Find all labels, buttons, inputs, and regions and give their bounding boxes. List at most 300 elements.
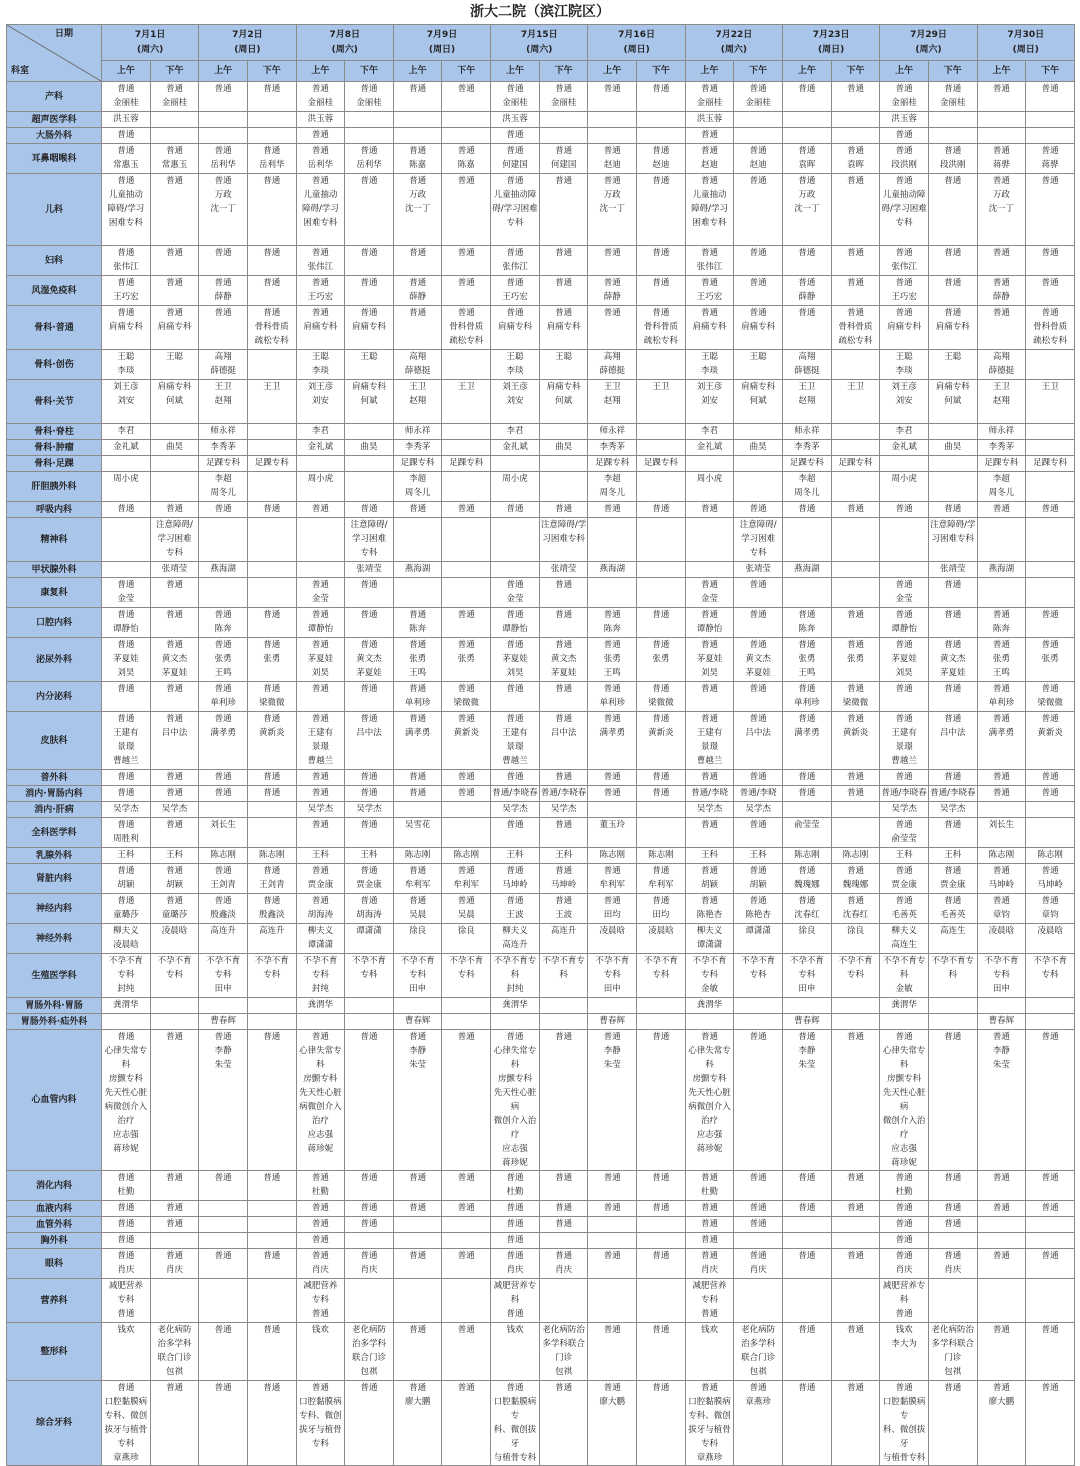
schedule-cell: 王卫 赵翔	[977, 380, 1026, 424]
schedule-cell: 普通 满孝勇	[783, 712, 832, 770]
schedule-cell: 普通 心律失常专科 房颤专科 先天性心脏病 微创介入治疗 应志强 蒋珍妮	[880, 1030, 929, 1171]
schedule-cell: 曲昊	[539, 440, 588, 456]
schedule-cell: 柳夫义 谭潇潇	[296, 924, 345, 954]
schedule-cell: 普通 胡颖	[734, 864, 783, 894]
schedule-cell: 普通	[199, 786, 248, 802]
schedule-cell	[1026, 128, 1075, 144]
slot-header-pm: 下午	[637, 61, 686, 82]
schedule-cell: 普通	[588, 82, 637, 112]
schedule-cell: 张靖莹	[734, 562, 783, 578]
date-header	[685, 25, 782, 61]
schedule-cell: 普通 肖庆	[150, 1249, 199, 1279]
schedule-cell: 普通 茅夏娃 刘昊	[102, 638, 151, 682]
schedule-cell: 高翔 薛德挺	[783, 350, 832, 380]
schedule-cell: 普通 蒋骅	[977, 144, 1026, 174]
schedule-cell: 普通	[685, 1201, 734, 1217]
schedule-cell: 普通 廖大鹏	[588, 1381, 637, 1466]
schedule-cell: 普通	[588, 246, 637, 276]
schedule-cell: 王科	[102, 848, 151, 864]
schedule-cell	[393, 802, 442, 818]
schedule-cell: 周小虎	[102, 472, 151, 502]
schedule-cell: 普通	[783, 246, 832, 276]
schedule-cell: 普通	[1026, 1249, 1075, 1279]
schedule-cell	[296, 518, 345, 562]
schedule-cell	[588, 1279, 637, 1323]
schedule-cell: 王科	[296, 848, 345, 864]
schedule-cell: 普通	[345, 1030, 394, 1171]
schedule-cell	[345, 998, 394, 1014]
schedule-cell: 普通	[150, 276, 199, 306]
schedule-cell: 洪玉蓉	[685, 112, 734, 128]
schedule-cell	[831, 1217, 880, 1233]
schedule-cell	[491, 562, 540, 578]
schedule-cell: 普通	[588, 1201, 637, 1217]
schedule-cell: 普通	[1026, 82, 1075, 112]
schedule-cell: 普通	[734, 608, 783, 638]
table-row	[7, 1014, 1075, 1030]
schedule-cell: 普通 张勇	[831, 638, 880, 682]
schedule-cell: 普通 王建有 景璟 曹越兰	[102, 712, 151, 770]
schedule-cell	[734, 1014, 783, 1030]
schedule-cell: 王科	[539, 848, 588, 864]
table-row	[7, 128, 1075, 144]
schedule-cell	[783, 518, 832, 562]
schedule-cell: 吴雪花	[393, 818, 442, 848]
schedule-cell: 普通 金丽桂	[880, 82, 929, 112]
schedule-cell: 普通	[1026, 1201, 1075, 1217]
schedule-cell: 普通	[831, 770, 880, 786]
schedule-cell: 普通	[637, 608, 686, 638]
schedule-cell	[637, 1014, 686, 1030]
slot-header-pm: 下午	[150, 61, 199, 82]
department-name: 儿科	[7, 174, 102, 246]
schedule-cell: 普通 金莹	[102, 578, 151, 608]
department-name: 胃肠外科·胃肠	[7, 998, 102, 1014]
schedule-cell	[831, 802, 880, 818]
schedule-cell: 普通	[345, 502, 394, 518]
schedule-cell: 燕海湖	[393, 562, 442, 578]
schedule-cell: 普通 肖庆	[102, 1249, 151, 1279]
schedule-cell: 燕海湖	[977, 562, 1026, 578]
schedule-cell	[442, 1217, 491, 1233]
schedule-cell: 普通	[637, 82, 686, 112]
schedule-cell: 普通	[199, 306, 248, 350]
schedule-cell: 普通 金丽桂	[734, 82, 783, 112]
schedule-cell	[247, 128, 296, 144]
schedule-cell: 普通 梁微微	[831, 682, 880, 712]
schedule-cell: 普通	[977, 1201, 1026, 1217]
table-row	[7, 864, 1075, 894]
department-name: 胸外科	[7, 1233, 102, 1249]
schedule-cell	[345, 456, 394, 472]
date-label: 7月8日	[329, 29, 360, 40]
schedule-cell: 不孕不育专 科 金敏	[880, 954, 929, 998]
schedule-cell: 普通 杜勤	[102, 1171, 151, 1201]
schedule-cell: 普通	[734, 578, 783, 608]
table-row	[7, 894, 1075, 924]
schedule-cell: 李超 周冬儿	[199, 472, 248, 502]
schedule-cell: 普通 杜勤	[296, 1171, 345, 1201]
schedule-cell: 燕海湖	[199, 562, 248, 578]
department-name: 血液内科	[7, 1201, 102, 1217]
schedule-cell: 王卫	[1026, 380, 1075, 424]
schedule-cell	[247, 1279, 296, 1323]
department-name: 消内·肝病	[7, 802, 102, 818]
schedule-cell: 王聪	[539, 350, 588, 380]
weekday-label: (周六)	[331, 44, 358, 55]
schedule-cell: 不孕不育 专科 田申	[977, 954, 1026, 998]
schedule-cell: 普通 肖庆	[734, 1249, 783, 1279]
schedule-cell: 普通	[247, 608, 296, 638]
schedule-cell	[831, 578, 880, 608]
schedule-cell: 普通 谭静怡	[880, 608, 929, 638]
schedule-cell: 刘王彦 刘安	[491, 380, 540, 424]
department-name: 骨科·脊柱	[7, 424, 102, 440]
schedule-cell	[588, 1233, 637, 1249]
schedule-cell: 普通 俞莹莹	[880, 818, 929, 848]
schedule-cell: 普通 毛善英	[880, 894, 929, 924]
schedule-cell: 普通	[345, 578, 394, 608]
schedule-cell	[345, 128, 394, 144]
schedule-cell: 普通 吕中法	[734, 712, 783, 770]
schedule-cell: 普通 肖庆	[928, 1249, 977, 1279]
corner-date-label: 日期	[54, 29, 73, 39]
table-row	[7, 924, 1075, 954]
schedule-cell: 普通 牟利军	[637, 864, 686, 894]
schedule-cell: 金礼斌	[296, 440, 345, 456]
schedule-cell	[150, 998, 199, 1014]
date-header	[977, 25, 1074, 61]
schedule-cell: 普通 肩痛专科	[928, 306, 977, 350]
schedule-cell	[1026, 1217, 1075, 1233]
schedule-cell: 普通 廖大鹏	[393, 1381, 442, 1466]
schedule-cell: 龚渭华	[102, 998, 151, 1014]
schedule-cell: 普通 黄新炎	[442, 712, 491, 770]
schedule-cell: 王科	[685, 848, 734, 864]
schedule-cell	[102, 456, 151, 472]
schedule-cell: 普通 谭静怡	[296, 608, 345, 638]
schedule-cell: 凌晨晗	[588, 924, 637, 954]
schedule-cell: 普通 万政 沈一丁	[977, 174, 1026, 246]
schedule-cell: 柳夫义 高连生	[880, 924, 929, 954]
schedule-cell: 普通	[345, 1381, 394, 1466]
schedule-cell: 普通	[685, 682, 734, 712]
schedule-cell	[442, 440, 491, 456]
schedule-cell: 普通	[880, 770, 929, 786]
schedule-cell: 普通 蒋骅	[1026, 144, 1075, 174]
schedule-cell: 李超 周冬儿	[977, 472, 1026, 502]
schedule-cell	[345, 1014, 394, 1030]
schedule-cell: 普通 单利珍	[199, 682, 248, 712]
schedule-cell: 普通	[296, 1233, 345, 1249]
schedule-cell: 不孕不育 专科	[831, 954, 880, 998]
schedule-cell	[539, 112, 588, 128]
schedule-cell: 李君	[296, 424, 345, 440]
table-row	[7, 306, 1075, 350]
schedule-cell: 普通 张勇	[1026, 638, 1075, 682]
schedule-cell: 普通 梁微微	[1026, 682, 1075, 712]
schedule-cell: 普通 儿童抽动障 碍/学习困难 专科	[491, 174, 540, 246]
schedule-cell	[247, 578, 296, 608]
schedule-cell: 普通 心律失常专科 房颤专科 先天性心脏病 微创介入治疗 应志强 蒋珍妮	[491, 1030, 540, 1171]
schedule-cell: 不孕不育专 科	[928, 954, 977, 998]
schedule-cell: 普通	[150, 578, 199, 608]
schedule-cell: 普通	[928, 246, 977, 276]
schedule-cell: 普通 陈艳杏	[734, 894, 783, 924]
schedule-cell: 普通	[102, 128, 151, 144]
schedule-cell	[977, 802, 1026, 818]
schedule-cell	[928, 1279, 977, 1323]
schedule-cell: 普通 岳利华	[345, 144, 394, 174]
schedule-cell: 普通/李晓春	[928, 786, 977, 802]
schedule-cell: 普通	[102, 502, 151, 518]
schedule-cell	[442, 472, 491, 502]
schedule-cell: 普通	[637, 174, 686, 246]
schedule-cell: 足踝专科	[247, 456, 296, 472]
schedule-cell	[442, 1014, 491, 1030]
schedule-cell: 不孕不育 专科	[150, 954, 199, 998]
schedule-cell	[783, 1279, 832, 1323]
schedule-cell: 普通	[247, 82, 296, 112]
schedule-cell: 普通	[539, 770, 588, 786]
schedule-cell	[637, 112, 686, 128]
slot-header-pm: 下午	[247, 61, 296, 82]
schedule-cell: 洪玉蓉	[102, 112, 151, 128]
schedule-cell: 普通	[734, 1217, 783, 1233]
schedule-cell: 王科	[880, 848, 929, 864]
schedule-cell	[831, 1014, 880, 1030]
schedule-cell	[296, 456, 345, 472]
schedule-cell	[588, 578, 637, 608]
schedule-cell: 李君	[102, 424, 151, 440]
schedule-cell: 不孕不育 专科 田申	[783, 954, 832, 998]
schedule-cell: 普通	[150, 1030, 199, 1171]
schedule-cell: 普通 王波	[539, 894, 588, 924]
schedule-cell: 普通 金丽桂	[345, 82, 394, 112]
schedule-cell	[199, 1233, 248, 1249]
schedule-cell: 足踝专科	[393, 456, 442, 472]
schedule-cell: 普通	[783, 1381, 832, 1466]
schedule-cell: 普通	[977, 770, 1026, 786]
schedule-cell	[1026, 424, 1075, 440]
schedule-cell: 普通 儿童抽动 障碍/学习 困难专科	[102, 174, 151, 246]
table-row	[7, 1171, 1075, 1201]
schedule-cell: 肩痛专科 何斌	[539, 380, 588, 424]
schedule-cell: 普通	[442, 246, 491, 276]
table-row	[7, 112, 1075, 128]
schedule-cell: 普通/李晓	[685, 786, 734, 802]
schedule-cell: 普通	[393, 306, 442, 350]
schedule-cell: 普通	[783, 1171, 832, 1201]
schedule-cell: 燕海湖	[588, 562, 637, 578]
schedule-cell: 钱欢	[685, 1323, 734, 1381]
department-name: 消化内科	[7, 1171, 102, 1201]
schedule-cell	[247, 562, 296, 578]
date-label: 7月1日	[134, 29, 166, 40]
schedule-cell: 普通	[102, 786, 151, 802]
schedule-cell: 普通	[199, 1381, 248, 1466]
schedule-cell	[247, 440, 296, 456]
schedule-cell	[247, 424, 296, 440]
schedule-cell: 钱欢 李大为	[880, 1323, 929, 1381]
schedule-cell	[247, 998, 296, 1014]
table-row	[7, 608, 1075, 638]
schedule-cell	[783, 998, 832, 1014]
schedule-cell: 普通	[1026, 770, 1075, 786]
weekday-label: (周日)	[234, 44, 261, 55]
schedule-cell: 普通	[491, 682, 540, 712]
schedule-cell: 普通	[588, 786, 637, 802]
schedule-cell	[199, 578, 248, 608]
schedule-cell: 普通 金丽桂	[150, 82, 199, 112]
schedule-cell: 普通 赵迪	[637, 144, 686, 174]
schedule-cell: 普通 张勇	[637, 638, 686, 682]
schedule-cell: 师永祥	[588, 424, 637, 440]
schedule-cell	[150, 1014, 199, 1030]
weekday-label: (周六)	[526, 44, 553, 55]
schedule-cell: 普通	[102, 682, 151, 712]
schedule-cell: 普通 贾金康	[880, 864, 929, 894]
schedule-cell: 普通	[831, 608, 880, 638]
schedule-cell: 注意障碍/ 学习困难 专科	[734, 518, 783, 562]
schedule-cell	[783, 1233, 832, 1249]
schedule-cell: 普通 胡颖	[102, 864, 151, 894]
schedule-cell: 普通	[1026, 246, 1075, 276]
schedule-cell	[831, 562, 880, 578]
schedule-cell: 普通 张勇 王鸣	[393, 638, 442, 682]
schedule-cell: 普通 谭静怡	[685, 608, 734, 638]
schedule-cell: 减肥营养 专科 普通	[296, 1279, 345, 1323]
schedule-cell: 普通	[928, 1381, 977, 1466]
schedule-cell	[831, 1279, 880, 1323]
schedule-cell: 普通	[442, 1030, 491, 1171]
schedule-cell: 普通 殷鑫淡	[199, 894, 248, 924]
schedule-cell: 普通 何建国	[491, 144, 540, 174]
date-label: 7月30日	[1007, 29, 1045, 40]
table-row	[7, 518, 1075, 562]
schedule-cell: 普通 口腔黏膜病专 科、微创拔牙 与植骨专科	[880, 1381, 929, 1466]
date-header	[588, 25, 685, 61]
schedule-cell	[928, 1014, 977, 1030]
schedule-cell: 普通	[539, 246, 588, 276]
schedule-cell	[102, 518, 151, 562]
schedule-cell: 普通	[247, 246, 296, 276]
schedule-cell: 徐良	[442, 924, 491, 954]
weekday-label: (周日)	[818, 44, 845, 55]
schedule-cell: 普通 张勇 王鸣	[783, 638, 832, 682]
schedule-cell	[977, 1217, 1026, 1233]
schedule-cell	[734, 456, 783, 472]
department-name: 神经内科	[7, 894, 102, 924]
schedule-cell: 吴学杰	[734, 802, 783, 818]
schedule-cell	[928, 424, 977, 440]
schedule-cell: 高连升	[539, 924, 588, 954]
schedule-cell: 吴学杰	[928, 802, 977, 818]
schedule-cell: 普通	[393, 770, 442, 786]
department-name: 骨科·肿瘤	[7, 440, 102, 456]
schedule-cell: 普通 金丽桂	[296, 82, 345, 112]
schedule-cell: 普通 王建有 景璟 曹越兰	[491, 712, 540, 770]
schedule-cell: 普通	[442, 174, 491, 246]
schedule-cell: 燕海湖	[783, 562, 832, 578]
schedule-cell: 普通 肩痛专科	[685, 306, 734, 350]
slot-header-pm: 下午	[442, 61, 491, 82]
schedule-cell: 普通	[685, 1217, 734, 1233]
department-name: 消内·胃肠内科	[7, 786, 102, 802]
schedule-cell: 肩痛专科 何斌	[928, 380, 977, 424]
schedule-cell: 普通 王建有 景璟 曹越兰	[296, 712, 345, 770]
department-name: 精神科	[7, 518, 102, 562]
schedule-cell: 普通	[783, 1249, 832, 1279]
schedule-cell: 减肥营养 专科 普通	[102, 1279, 151, 1323]
schedule-cell	[588, 518, 637, 562]
schedule-cell: 普通 薛静	[588, 276, 637, 306]
schedule-cell: 不孕不育 专科	[247, 954, 296, 998]
schedule-cell: 洪玉蓉	[491, 112, 540, 128]
schedule-cell: 普通 魏瑰娜	[783, 864, 832, 894]
schedule-cell	[977, 1279, 1026, 1323]
schedule-cell: 董玉玲	[588, 818, 637, 848]
schedule-cell: 高翔 薛德挺	[977, 350, 1026, 380]
schedule-cell	[247, 1014, 296, 1030]
date-label: 7月2日	[232, 29, 263, 40]
schedule-cell: 陈志刚	[1026, 848, 1075, 864]
table-row	[7, 424, 1075, 440]
schedule-cell: 普通 章钧	[1026, 894, 1075, 924]
schedule-body	[7, 82, 1075, 1466]
schedule-cell: 普通 金丽桂	[491, 82, 540, 112]
schedule-cell	[637, 578, 686, 608]
schedule-cell: 足踝专科	[588, 456, 637, 472]
schedule-cell: 吴学杰	[102, 802, 151, 818]
schedule-cell: 吴学杰	[491, 802, 540, 818]
schedule-cell: 普通 薛静	[977, 276, 1026, 306]
schedule-cell: 足踝专科	[442, 456, 491, 472]
schedule-cell: 普通 殷鑫淡	[247, 894, 296, 924]
schedule-cell: 普通	[247, 1381, 296, 1466]
schedule-cell	[539, 424, 588, 440]
schedule-cell: 普通 张勇	[442, 638, 491, 682]
schedule-cell: 普通	[150, 1217, 199, 1233]
schedule-cell: 普通	[928, 682, 977, 712]
schedule-cell: 普通 金莹	[491, 578, 540, 608]
department-name: 肾脏内科	[7, 864, 102, 894]
schedule-cell: 普通	[247, 1030, 296, 1171]
department-name: 眼科	[7, 1249, 102, 1279]
schedule-cell: 普通 王剑青	[247, 864, 296, 894]
schedule-cell: 普通	[831, 276, 880, 306]
schedule-cell: 普通	[199, 1323, 248, 1381]
schedule-cell	[637, 472, 686, 502]
schedule-cell	[442, 112, 491, 128]
schedule-cell: 普通	[734, 246, 783, 276]
schedule-cell: 普通 李静 朱莹	[199, 1030, 248, 1171]
schedule-cell: 普通 王建有 景璟 曹越兰	[880, 712, 929, 770]
schedule-cell	[539, 456, 588, 472]
schedule-cell: 凌晨晗	[637, 924, 686, 954]
schedule-cell: 普通 单利珍	[393, 682, 442, 712]
schedule-cell: 普通	[928, 770, 977, 786]
schedule-cell: 普通 肖庆	[296, 1249, 345, 1279]
schedule-cell: 高翔 薛德挺	[199, 350, 248, 380]
schedule-cell: 普通	[783, 786, 832, 802]
schedule-cell	[1026, 818, 1075, 848]
schedule-cell: 普通 吴晨	[442, 894, 491, 924]
schedule-cell: 李超 周冬儿	[393, 472, 442, 502]
schedule-cell: 普通	[734, 1201, 783, 1217]
schedule-cell: 普通 沈春红	[783, 894, 832, 924]
schedule-cell	[442, 802, 491, 818]
